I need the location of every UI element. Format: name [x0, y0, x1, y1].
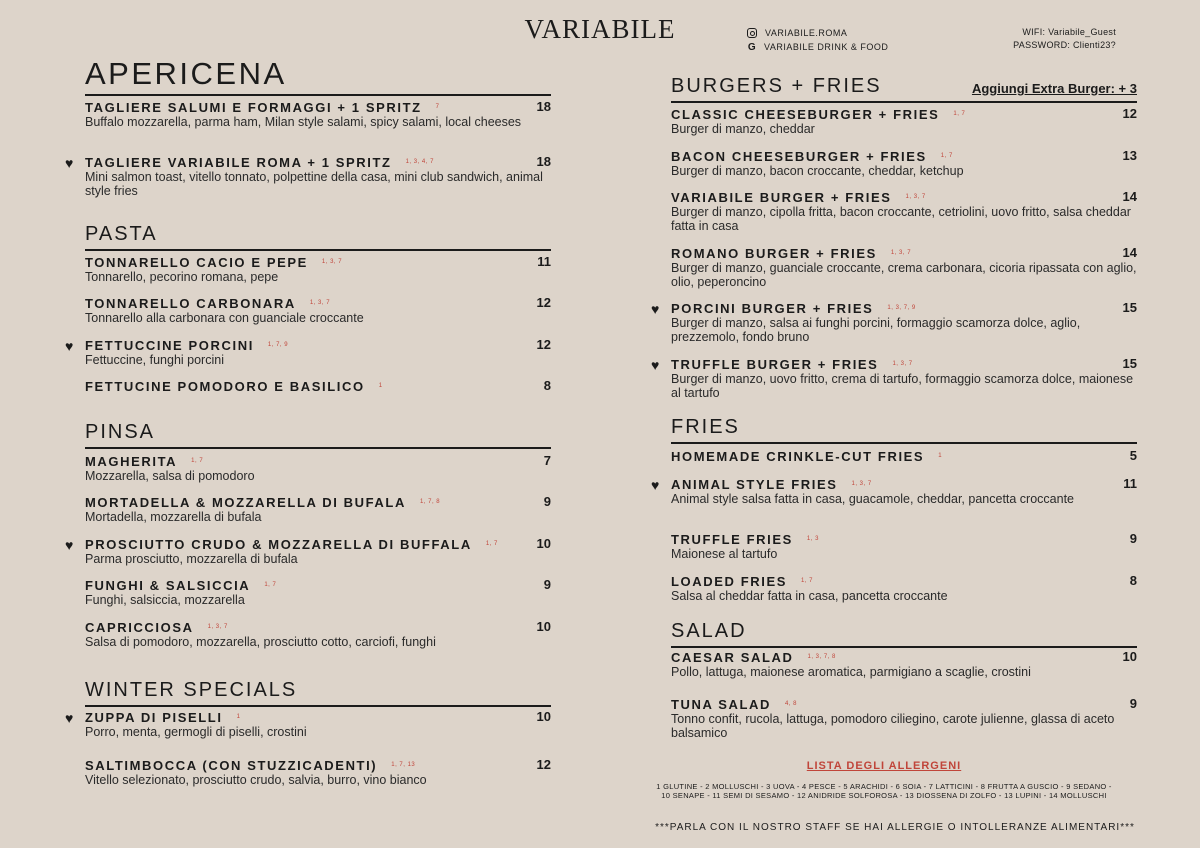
- item-description: Salsa al cheddar fatta in casa, pancetta croccante: [671, 589, 948, 603]
- item-allergens: 1, 3: [806, 536, 819, 542]
- google-row: [746, 40, 888, 54]
- item-allergens: 1, 7: [940, 153, 953, 159]
- item-price: 9: [1129, 696, 1137, 711]
- item-allergens: 1, 3, 7, 8: [807, 654, 836, 660]
- item-price: 12: [536, 295, 551, 310]
- section-title: [671, 74, 1137, 103]
- menu-item: [85, 757, 551, 787]
- item-description: Funghi, salsiccia, mozzarella: [85, 593, 245, 607]
- heart-icon: ♥: [651, 301, 660, 317]
- item-name: TONNARELLO CARBONARA: [85, 296, 296, 311]
- menu-item: [671, 531, 1137, 561]
- item-allergens: 1, 7, 8: [419, 499, 441, 505]
- menu-item: [85, 378, 551, 394]
- item-name: BACON CHEESEBURGER + FRIES: [671, 149, 927, 164]
- item-price: 8: [1129, 573, 1137, 588]
- instagram-icon: [747, 28, 757, 38]
- allergen-list-text: [600, 782, 1168, 800]
- item-price: 12: [1122, 106, 1137, 121]
- allergen-line: 10 SENAPE - 11 SEMI DI SESAMO - 12 ANIDRIDE SOLFOROSA - 13 DIOSSENA DI ZOLFO - 13 LUPINI - 14 MOLLUSCHI: [661, 791, 1107, 800]
- menu-item: [671, 649, 1137, 679]
- item-name: MAGHERITA: [85, 454, 178, 469]
- item-description: Tonnarello alla carbonara con guanciale croccante: [85, 311, 364, 325]
- item-name: MORTADELLA & MOZZARELLA DI BUFALA: [85, 495, 406, 510]
- section-pinsa: [65, 420, 551, 649]
- section-winter-specials: [65, 678, 551, 787]
- item-name: ANIMAL STYLE FRIES: [671, 477, 838, 492]
- menu-item: [65, 536, 551, 566]
- section-title: FRIES: [671, 415, 1137, 444]
- menu-item: [671, 245, 1137, 289]
- item-price: 5: [1129, 448, 1137, 463]
- item-price: 9: [543, 577, 551, 592]
- section-title: PINSA: [85, 420, 551, 449]
- item-price: 11: [537, 254, 551, 269]
- brand-logo: VARIABILE: [524, 14, 676, 44]
- extra-burger-note: Aggiungi Extra Burger: + 3: [971, 81, 1137, 96]
- item-description: Burger di manzo, cheddar: [671, 122, 815, 136]
- item-description: Buffalo mozzarella, parma ham, Milan style salami, spicy salami, local cheeses: [85, 115, 522, 129]
- menu-item: [671, 696, 1137, 740]
- item-price: 10: [536, 709, 551, 724]
- instagram-row: [746, 26, 888, 40]
- item-allergens: 1, 7: [485, 541, 498, 547]
- social-links: [746, 26, 888, 54]
- item-allergens: 4, 8: [785, 701, 798, 707]
- menu-item: [651, 300, 1137, 344]
- heart-icon: ♥: [65, 537, 74, 553]
- item-allergens: 1, 7: [800, 578, 813, 584]
- item-price: 13: [1122, 148, 1137, 163]
- section-apericena: [65, 56, 551, 198]
- item-description: Salsa di pomodoro, mozzarella, prosciutto cotto, carciofi, funghi: [85, 635, 436, 649]
- item-name: HOMEMADE CRINKLE-CUT FRIES: [671, 449, 925, 464]
- section-title: SALAD: [671, 619, 1137, 648]
- staff-note: ***PARLA CON IL NOSTRO STAFF SE HAI ALLERGIE O INTOLLERANZE ALIMENTARI***: [655, 822, 1135, 833]
- item-description: Burger di manzo, bacon croccante, cheddar, ketchup: [671, 164, 964, 178]
- section-title: PASTA: [85, 222, 551, 251]
- item-description: Mortadella, mozzarella di bufala: [85, 510, 262, 524]
- item-description: Vitello selezionato, prosciutto crudo, salvia, burro, vino bianco: [85, 773, 427, 787]
- item-allergens: 1, 7, 13: [391, 762, 416, 768]
- wifi-password: PASSWORD: Clienti23?: [1013, 40, 1116, 50]
- item-allergens: 1: [236, 714, 241, 720]
- item-allergens: 1, 3, 7, 9: [887, 305, 916, 311]
- item-allergens: 1, 3, 7: [851, 481, 872, 487]
- menu-item: [85, 577, 551, 607]
- menu-item: [85, 453, 551, 483]
- item-price: 12: [536, 337, 551, 352]
- item-name: ZUPPA DI PISELLI: [85, 710, 223, 725]
- item-name: CLASSIC CHEESEBURGER + FRIES: [671, 107, 940, 122]
- item-allergens: 1: [938, 453, 943, 459]
- google-icon: G: [747, 41, 757, 53]
- item-name: ROMANO BURGER + FRIES: [671, 246, 877, 261]
- section-salad: [671, 619, 1137, 740]
- heart-icon: ♥: [651, 477, 660, 493]
- item-description: Pollo, lattuga, maionese aromatica, parmigiano a scaglie, crostini: [671, 665, 1031, 679]
- item-name: TONNARELLO CACIO E PEPE: [85, 255, 308, 270]
- item-allergens: 1, 3, 7: [890, 250, 912, 256]
- item-allergens: 1, 7, 9: [267, 342, 289, 348]
- item-description: Tonno confit, rucola, lattuga, pomodoro ciliegino, carote julienne, glassa di aceto balsamico: [671, 712, 1115, 740]
- item-allergens: 1, 7: [191, 458, 204, 464]
- item-price: 8: [543, 378, 551, 393]
- instagram-handle: VARIABILE.ROMA: [765, 28, 848, 38]
- item-description: Burger di manzo, guanciale croccante, crema carbonara, cicoria ripassata con aglio, olio, peperoncino: [671, 261, 1137, 289]
- menu-item: [671, 148, 1137, 178]
- item-price: 10: [536, 536, 551, 551]
- menu-item: [671, 106, 1137, 136]
- menu-item: [671, 448, 1137, 464]
- allergen-list: [600, 760, 1168, 800]
- item-allergens: 1, 3, 7: [207, 624, 228, 630]
- item-name: PROSCIUTTO CRUDO & MOZZARELLA DI BUFFALA: [85, 537, 472, 552]
- heart-icon: ♥: [651, 357, 660, 373]
- item-allergens: 1, 3, 7: [905, 194, 926, 200]
- wifi-info: [1013, 26, 1116, 52]
- item-allergens: 1, 7: [953, 111, 966, 117]
- item-allergens: 1, 7: [264, 582, 277, 588]
- item-name: FETTUCINE POMODORO E BASILICO: [85, 379, 365, 394]
- heart-icon: ♥: [65, 338, 74, 354]
- google-name: VARIABILE DRINK & FOOD: [764, 42, 889, 52]
- item-description: Parma prosciutto, mozzarella di bufala: [85, 552, 298, 566]
- menu-item: [85, 494, 551, 524]
- item-name: TRUFFLE BURGER + FRIES: [671, 357, 879, 372]
- item-name: TAGLIERE VARIABILE ROMA + 1 SPRITZ: [85, 155, 392, 170]
- item-description: Burger di manzo, uovo fritto, crema di tartufo, formaggio scamorza dolce, maionese al tartufo: [671, 372, 1134, 400]
- item-price: 15: [1122, 300, 1137, 315]
- item-price: 14: [1122, 189, 1137, 204]
- item-description: Burger di manzo, cipolla fritta, bacon croccante, cetriolini, uovo fritto, salsa cheddar fatta in casa: [671, 205, 1131, 233]
- item-description: Burger di manzo, salsa ai funghi porcini, formaggio scamorza dolce, aglio, prezzemolo, fondo bruno: [671, 316, 1081, 344]
- item-price: 10: [536, 619, 551, 634]
- item-allergens: 1: [378, 383, 383, 389]
- menu-item: [85, 295, 551, 325]
- item-price: 12: [536, 757, 551, 772]
- item-name: VARIABILE BURGER + FRIES: [671, 190, 892, 205]
- item-price: 14: [1122, 245, 1137, 260]
- menu-item: [85, 619, 551, 649]
- item-price: 9: [1129, 531, 1137, 546]
- item-description: Fettuccine, funghi porcini: [85, 353, 224, 367]
- menu-item: [651, 356, 1137, 400]
- section-fries: [651, 415, 1137, 603]
- item-allergens: 1, 3, 7: [309, 300, 331, 306]
- item-description: Maionese al tartufo: [671, 547, 778, 561]
- item-allergens: 7: [435, 104, 440, 110]
- item-allergens: 1, 3, 4, 7: [405, 159, 434, 165]
- menu-item: [671, 189, 1137, 233]
- item-allergens: 1, 3, 7: [321, 259, 343, 265]
- item-name: FUNGHI & SALSICCIA: [85, 578, 251, 593]
- item-description: Animal style salsa fatta in casa, guacamole, cheddar, pancetta croccante: [671, 492, 1075, 506]
- item-description: Mini salmon toast, vitello tonnato, polpettine della casa, mini club sandwich, animal style fries: [85, 170, 543, 198]
- item-name: TRUFFLE FRIES: [671, 532, 793, 547]
- item-name: LOADED FRIES: [671, 574, 787, 589]
- item-price: 18: [536, 154, 551, 169]
- item-name: TAGLIERE SALUMI E FORMAGGI + 1 SPRITZ: [85, 100, 422, 115]
- item-name: CAESAR SALAD: [671, 650, 794, 665]
- item-name: SALTIMBOCCA (CON STUZZICADENTI): [85, 758, 378, 773]
- item-allergens: 1, 3, 7: [892, 361, 913, 367]
- menu-item: [65, 337, 551, 367]
- menu-item: [671, 573, 1137, 603]
- item-price: 11: [1123, 476, 1137, 491]
- item-name: PORCINI BURGER + FRIES: [671, 301, 874, 316]
- item-price: 7: [543, 453, 551, 468]
- item-price: 15: [1122, 356, 1137, 371]
- item-price: 9: [543, 494, 551, 509]
- menu-item: [651, 476, 1137, 506]
- item-description: Porro, menta, germogli di piselli, crostini: [85, 725, 307, 739]
- wifi-network: WIFI: Variabile_Guest: [1022, 27, 1116, 37]
- item-name: CAPRICCIOSA: [85, 620, 194, 635]
- item-price: 18: [536, 99, 551, 114]
- heart-icon: ♥: [65, 710, 74, 726]
- section-pasta: [65, 222, 551, 394]
- item-price: 10: [1122, 649, 1137, 664]
- menu-item: [65, 709, 551, 739]
- item-description: Mozzarella, salsa di pomodoro: [85, 469, 255, 483]
- allergen-list-title: LISTA DEGLI ALLERGENI: [806, 760, 962, 772]
- heart-icon: ♥: [65, 155, 74, 171]
- menu-item: [85, 254, 551, 284]
- section-title: WINTER SPECIALS: [85, 678, 551, 707]
- section-title-text: BURGERS + FRIES: [671, 75, 882, 97]
- menu-item: [85, 99, 551, 129]
- section-title: APERICENA: [85, 56, 551, 96]
- section-burgers: [651, 74, 1137, 400]
- item-name: TUNA SALAD: [671, 697, 772, 712]
- item-name: FETTUCCINE PORCINI: [85, 338, 254, 353]
- menu-item: [65, 154, 551, 198]
- allergen-line: 1 GLUTINE - 2 MOLLUSCHI - 3 UOVA - 4 PESCE - 5 ARACHIDI - 6 SOIA - 7 LATTICINI - 8 FRUTTA A GUSCIO - 9 SEDANO -: [656, 782, 1112, 791]
- item-description: Tonnarello, pecorino romana, pepe: [85, 270, 279, 284]
